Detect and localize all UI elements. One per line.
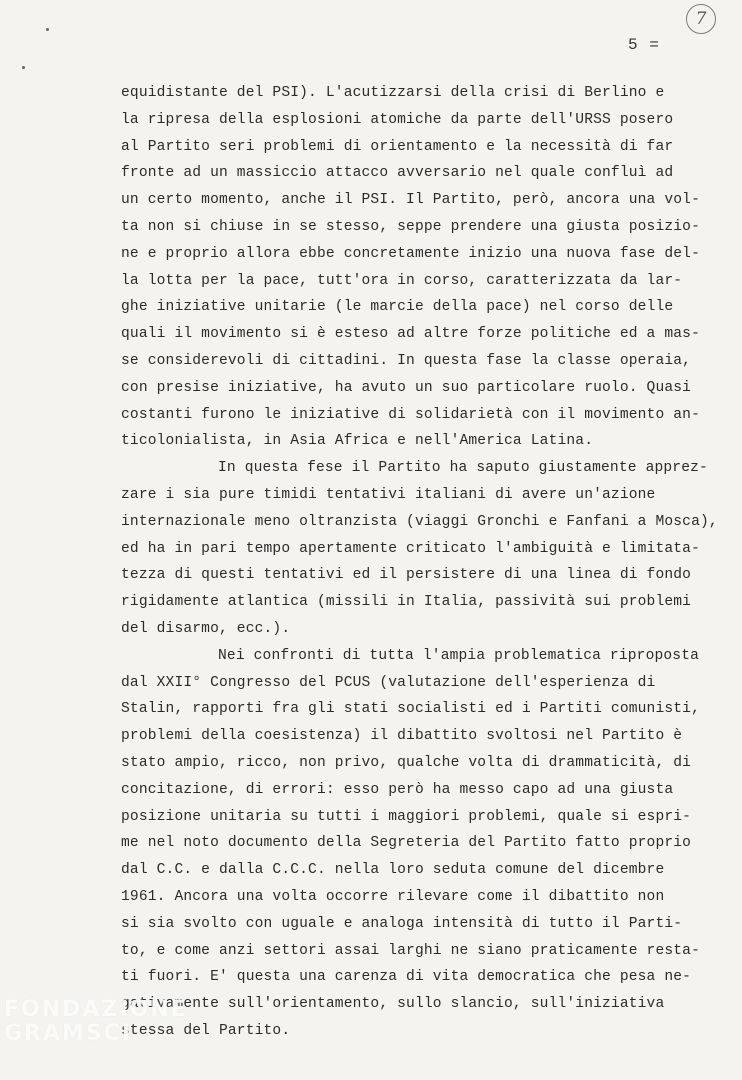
body-line: un certo momento, anche il PSI. Il Partito, però, ancora una vol-	[121, 192, 700, 209]
body-line: fronte ad un massiccio attacco avversario nel quale confluì ad	[121, 165, 674, 182]
body-line: ne e proprio allora ebbe concretamente inizio una nuova fase del-	[121, 245, 700, 262]
body-line: tezza di questi tentativi ed il persistere di una linea di fondo	[121, 567, 692, 584]
body-line: ed ha in pari tempo apertamente criticato l'ambiguità e limitata-	[121, 540, 700, 557]
watermark-line: GRAMSCI	[4, 1021, 133, 1046]
body-line: to, e come anzi settori assai larghi ne siano praticamente resta-	[121, 942, 700, 959]
archive-watermark	[4, 998, 188, 1046]
body-line: se considerevoli di cittadini. In questa fase la classe operaia,	[121, 352, 692, 369]
body-line: posizione unitaria su tutti i maggiori problemi, quale si espri-	[121, 808, 692, 825]
body-line: rigidamente atlantica (missili in Italia, passività sui problemi	[121, 594, 692, 611]
body-line: costanti furono le iniziative di solidarietà con il movimento an-	[121, 406, 700, 423]
body-line: ghe iniziative unitarie (le marcie della pace) nel corso delle	[121, 299, 674, 316]
handwritten-page-number: 7	[686, 4, 716, 34]
body-line: dal C.C. e dalla C.C.C. nella loro seduta comune del dicembre	[121, 862, 665, 879]
body-line: del disarmo, ecc.).	[121, 620, 291, 637]
body-line: In questa fese il Partito ha saputo giustamente apprez-	[218, 460, 708, 477]
body-line: zare i sia pure timidi tentativi italiani di avere un'azione	[121, 486, 656, 503]
body-line: gativamente sull'orientamento, sullo slancio, sull'iniziativa	[121, 996, 665, 1013]
body-line: quali il movimento si è esteso ad altre forze politiche ed a mas-	[121, 326, 700, 343]
scan-speck	[46, 28, 49, 31]
body-line: al Partito seri problemi di orientamento e la necessità di far	[121, 138, 674, 155]
body-line: equidistante del PSI). L'acutizzarsi della crisi di Berlino e	[121, 85, 665, 101]
body-line: stessa del Partito.	[121, 1022, 291, 1039]
body-line: Stalin, rapporti fra gli stati socialisti ed i Partiti comunisti,	[121, 701, 700, 718]
body-line: ti fuori. E' questa una carenza di vita democratica che pesa ne-	[121, 969, 692, 986]
scan-speck	[22, 66, 25, 69]
body-line: si sia svolto con uguale e analoga intensità di tutto il Parti-	[121, 915, 683, 932]
typewritten-body	[121, 80, 721, 1045]
body-line: internazionale meno oltranzista (viaggi Gronchi e Fanfani a Mosca),	[121, 513, 718, 530]
body-line: la lotta per la pace, tutt'ora in corso, caratterizzata da lar-	[121, 272, 683, 289]
body-line: 1961. Ancora una volta occorre rilevare come il dibattito non	[121, 888, 665, 905]
body-line: ta non si chiuse in se stesso, seppe prendere una giusta posizio-	[121, 218, 700, 235]
body-line: Nei confronti di tutta l'ampia problematica riproposta	[218, 647, 700, 664]
body-line: me nel noto documento della Segreteria del Partito fatto proprio	[121, 835, 692, 852]
body-line: problemi della coesistenza) il dibattito svoltosi nel Partito è	[121, 728, 683, 745]
body-line: con presise iniziative, ha avuto un suo particolare ruolo. Quasi	[121, 379, 692, 396]
body-line: stato ampio, ricco, non privo, qualche volta di drammaticità, di	[121, 754, 692, 771]
body-line: ticolonialista, in Asia Africa e nell'America Latina.	[121, 433, 594, 450]
watermark-line: FONDAZIONE	[4, 997, 188, 1022]
body-line: la ripresa della esplosioni atomiche da parte dell'URSS posero	[121, 111, 674, 128]
body-line: dal XXII° Congresso del PCUS (valutazione dell'esperienza di	[121, 674, 656, 691]
typed-page-reference: 5 =	[628, 36, 660, 54]
body-line: concitazione, di errori: esso però ha messo capo ad una giusta	[121, 781, 674, 798]
